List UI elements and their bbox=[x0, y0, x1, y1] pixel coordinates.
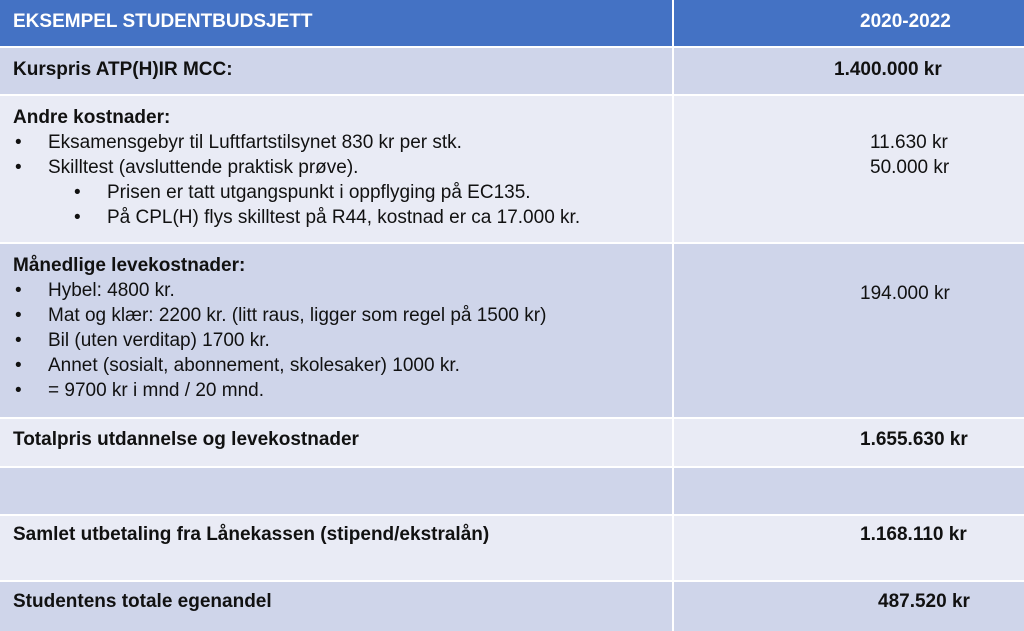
table-header-row bbox=[0, 0, 1024, 46]
list-item: • Eksamensgebyr til Luftfartstilsynet 830 kr per stk. bbox=[13, 130, 672, 155]
egenandel-amount-cell bbox=[674, 582, 1024, 631]
table-row-levekostnader bbox=[0, 242, 1024, 417]
empty-cell bbox=[0, 468, 674, 514]
list-subitem: • Prisen er tatt utgangspunkt i oppflyging på EC135. bbox=[13, 180, 672, 205]
empty-cell bbox=[674, 468, 1024, 514]
table-row-kurspris bbox=[0, 46, 1024, 94]
levekostnader-cell bbox=[0, 244, 674, 417]
list-item: • Mat og klær: 2200 kr. (litt raus, ligger som regel på 1500 kr) bbox=[13, 303, 672, 328]
totalpris-amount-cell bbox=[674, 419, 1024, 466]
table-row-lanekassen bbox=[0, 514, 1024, 580]
levekostnader-amount: 194.000 kr bbox=[860, 283, 950, 304]
list-item: • Bil (uten verditap) 1700 kr. bbox=[13, 328, 672, 353]
andre-kostnader-title: Andre kostnader: bbox=[13, 107, 171, 128]
kurspris-amount-cell bbox=[674, 48, 1024, 94]
list-item: • Annet (sosialt, abonnement, skolesaker) 1000 kr. bbox=[13, 353, 672, 378]
list-item: • Skilltest (avsluttende praktisk prøve). bbox=[13, 155, 672, 180]
levekostnader-amount-cell bbox=[674, 244, 1024, 417]
table-row-egenandel bbox=[0, 580, 1024, 631]
eksamensgebyr-amount: 11.630 kr bbox=[870, 132, 948, 153]
table-row-totalpris bbox=[0, 417, 1024, 466]
levekostnader-title: Månedlige levekostnader: bbox=[13, 255, 246, 276]
list-item: • = 9700 kr i mnd / 20 mnd. bbox=[13, 378, 672, 403]
skilltest-amount: 50.000 kr bbox=[870, 157, 950, 178]
list-subitem: • På CPL(H) flys skilltest på R44, kostnad er ca 17.000 kr. bbox=[13, 205, 672, 230]
table-row-empty bbox=[0, 466, 1024, 514]
lanekassen-label: Samlet utbetaling fra Lånekassen (stipend/ekstralån) bbox=[0, 516, 674, 580]
list-item: • Hybel: 4800 kr. bbox=[13, 278, 672, 303]
lanekassen-amount-cell bbox=[674, 516, 1024, 580]
header-period: 2020-2022 bbox=[860, 11, 951, 32]
kurspris-amount: 1.400.000 kr bbox=[834, 59, 942, 80]
egenandel-label: Studentens totale egenandel bbox=[0, 582, 674, 631]
andre-amounts-cell bbox=[674, 96, 1024, 242]
totalpris-label: Totalpris utdannelse og levekostnader bbox=[0, 419, 674, 466]
egenandel-amount: 487.520 kr bbox=[878, 591, 970, 612]
header-title: EKSEMPEL STUDENTBUDSJETT bbox=[0, 0, 674, 46]
kurspris-label: Kurspris ATP(H)IR MCC: bbox=[0, 48, 674, 94]
lanekassen-amount: 1.168.110 kr bbox=[860, 524, 967, 545]
andre-kostnader-cell bbox=[0, 96, 674, 242]
totalpris-amount: 1.655.630 kr bbox=[860, 429, 968, 450]
table-row-andre-kostnader bbox=[0, 94, 1024, 242]
